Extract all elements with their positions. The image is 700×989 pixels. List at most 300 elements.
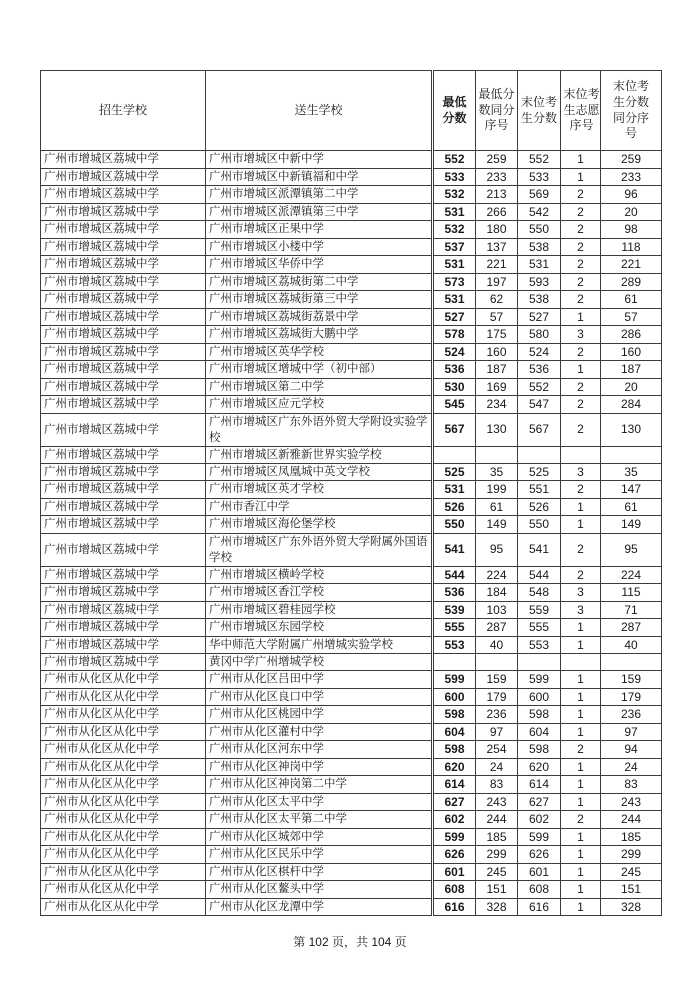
last-candidate-pref-seq-cell: 1	[561, 498, 601, 516]
page-number-footer: 第 102 页，共 104 页	[293, 935, 407, 949]
recruiting-school-cell: 广州市增城区荔城中学	[41, 446, 206, 463]
last-candidate-tie-seq-cell: 61	[601, 498, 662, 516]
table-row	[41, 881, 662, 899]
last-candidate-pref-seq-cell: 3	[561, 601, 601, 619]
last-candidate-tie-seq-cell: 287	[601, 619, 662, 637]
last-candidate-tie-seq-cell: 286	[601, 326, 662, 344]
recruiting-school-cell: 广州市增城区荔城中学	[41, 481, 206, 499]
sending-school-cell: 广州市增城区荔城街第三中学	[206, 291, 433, 309]
sending-school-cell: 广州市增城区广东外语外贸大学附设实验学校	[206, 413, 433, 446]
min-score-tie-seq-cell: 35	[476, 463, 518, 481]
table-row	[41, 654, 662, 671]
recruiting-school-cell: 广州市增城区荔城中学	[41, 463, 206, 481]
last-candidate-score-cell: 604	[518, 723, 561, 741]
min-score-tie-seq-cell: 160	[476, 343, 518, 361]
last-candidate-score-cell: 542	[518, 203, 561, 221]
last-candidate-score-cell	[518, 654, 561, 671]
sending-school-cell: 广州市从化区民乐中学	[206, 846, 433, 864]
recruiting-school-cell: 广州市增城区荔城中学	[41, 619, 206, 637]
min-score-cell	[433, 446, 476, 463]
min-score-tie-seq-cell	[476, 654, 518, 671]
last-candidate-score-cell: 614	[518, 776, 561, 794]
min-score-cell: 544	[433, 566, 476, 584]
last-candidate-score-cell: 567	[518, 413, 561, 446]
last-candidate-score-cell: 541	[518, 533, 561, 566]
last-candidate-tie-seq-cell: 259	[601, 151, 662, 169]
sending-school-cell: 广州市增城区海伦堡学校	[206, 516, 433, 534]
min-score-cell	[433, 654, 476, 671]
min-score-tie-seq-cell: 266	[476, 203, 518, 221]
min-score-cell: 524	[433, 343, 476, 361]
sending-school-cell: 广州市增城区广东外语外贸大学附属外国语学校	[206, 533, 433, 566]
sending-school-cell: 广州市增城区凤凰城中英文学校	[206, 463, 433, 481]
table-row	[41, 898, 662, 916]
min-score-cell: 541	[433, 533, 476, 566]
recruiting-school-cell: 广州市增城区荔城中学	[41, 601, 206, 619]
header-last-candidate-pref-seq-label: 末位考生志愿序号	[563, 87, 600, 133]
sending-school-cell: 广州市从化区太平第二中学	[206, 811, 433, 829]
table-row	[41, 706, 662, 724]
last-candidate-pref-seq-cell: 1	[561, 846, 601, 864]
last-candidate-pref-seq-cell: 1	[561, 776, 601, 794]
min-score-tie-seq-cell: 299	[476, 846, 518, 864]
last-candidate-pref-seq-cell: 1	[561, 671, 601, 689]
table-row	[41, 516, 662, 534]
last-candidate-pref-seq-cell: 1	[561, 863, 601, 881]
table-row	[41, 828, 662, 846]
min-score-cell: 550	[433, 516, 476, 534]
min-score-tie-seq-cell: 245	[476, 863, 518, 881]
last-candidate-pref-seq-cell: 1	[561, 361, 601, 379]
sending-school-cell: 广州市增城区增城中学（初中部）	[206, 361, 433, 379]
recruiting-school-cell: 广州市从化区从化中学	[41, 863, 206, 881]
last-candidate-pref-seq-cell: 2	[561, 343, 601, 361]
table-row	[41, 758, 662, 776]
table-row	[41, 863, 662, 881]
table-row	[41, 413, 662, 446]
last-candidate-pref-seq-cell: 1	[561, 881, 601, 899]
last-candidate-tie-seq-cell: 20	[601, 378, 662, 396]
min-score-cell: 620	[433, 758, 476, 776]
min-score-tie-seq-cell: 159	[476, 671, 518, 689]
table-row	[41, 566, 662, 584]
min-score-tie-seq-cell: 83	[476, 776, 518, 794]
last-candidate-tie-seq-cell: 233	[601, 168, 662, 186]
last-candidate-pref-seq-cell	[561, 654, 601, 671]
sending-school-cell: 广州市增城区第二中学	[206, 378, 433, 396]
last-candidate-pref-seq-cell: 2	[561, 203, 601, 221]
recruiting-school-cell: 广州市从化区从化中学	[41, 688, 206, 706]
table-row	[41, 186, 662, 204]
table-row	[41, 793, 662, 811]
min-score-tie-seq-cell: 224	[476, 566, 518, 584]
min-score-cell: 599	[433, 671, 476, 689]
last-candidate-tie-seq-cell: 83	[601, 776, 662, 794]
table-row	[41, 776, 662, 794]
sending-school-cell: 广州市增城区新雅新世界实验学校	[206, 446, 433, 463]
min-score-cell: 627	[433, 793, 476, 811]
header-min-score	[433, 71, 476, 151]
min-score-tie-seq-cell: 97	[476, 723, 518, 741]
last-candidate-pref-seq-cell: 1	[561, 308, 601, 326]
min-score-cell: 525	[433, 463, 476, 481]
last-candidate-tie-seq-cell: 243	[601, 793, 662, 811]
last-candidate-pref-seq-cell: 2	[561, 291, 601, 309]
last-candidate-pref-seq-cell: 3	[561, 463, 601, 481]
last-candidate-tie-seq-cell: 244	[601, 811, 662, 829]
table-row	[41, 584, 662, 602]
min-score-tie-seq-cell: 234	[476, 396, 518, 414]
min-score-cell: 532	[433, 186, 476, 204]
last-candidate-tie-seq-cell: 57	[601, 308, 662, 326]
header-recruiting-school-label: 招生学校	[98, 102, 147, 117]
min-score-tie-seq-cell: 24	[476, 758, 518, 776]
min-score-cell: 599	[433, 828, 476, 846]
sending-school-cell: 广州市增城区荔城街第二中学	[206, 273, 433, 291]
header-last-candidate-score-label: 末位考生分数	[520, 94, 557, 125]
admission-scores-table	[40, 70, 662, 916]
last-candidate-score-cell: 526	[518, 498, 561, 516]
table-row	[41, 238, 662, 256]
last-candidate-pref-seq-cell: 1	[561, 516, 601, 534]
last-candidate-score-cell: 548	[518, 584, 561, 602]
header-min-score-tie-seq-label: 最低分数同分序号	[478, 87, 515, 133]
recruiting-school-cell: 广州市增城区荔城中学	[41, 238, 206, 256]
last-candidate-score-cell	[518, 446, 561, 463]
recruiting-school-cell: 广州市增城区荔城中学	[41, 308, 206, 326]
last-candidate-score-cell: 580	[518, 326, 561, 344]
last-candidate-score-cell: 552	[518, 378, 561, 396]
min-score-cell: 602	[433, 811, 476, 829]
last-candidate-score-cell: 552	[518, 151, 561, 169]
last-candidate-pref-seq-cell: 1	[561, 619, 601, 637]
sending-school-cell: 广州市增城区正果中学	[206, 221, 433, 239]
table-row	[41, 326, 662, 344]
sending-school-cell: 广州市增城区荔城街大鹏中学	[206, 326, 433, 344]
last-candidate-tie-seq-cell: 20	[601, 203, 662, 221]
min-score-tie-seq-cell: 328	[476, 898, 518, 916]
recruiting-school-cell: 广州市增城区荔城中学	[41, 584, 206, 602]
sending-school-cell: 广州市从化区城郊中学	[206, 828, 433, 846]
recruiting-school-cell: 广州市从化区从化中学	[41, 828, 206, 846]
sending-school-cell: 广州市从化区河东中学	[206, 741, 433, 759]
table-row	[41, 308, 662, 326]
min-score-tie-seq-cell	[476, 446, 518, 463]
min-score-cell: 545	[433, 396, 476, 414]
recruiting-school-cell: 广州市从化区从化中学	[41, 741, 206, 759]
last-candidate-pref-seq-cell: 2	[561, 413, 601, 446]
last-candidate-pref-seq-cell: 1	[561, 793, 601, 811]
last-candidate-score-cell: 620	[518, 758, 561, 776]
min-score-cell: 600	[433, 688, 476, 706]
min-score-tie-seq-cell: 184	[476, 584, 518, 602]
min-score-cell: 530	[433, 378, 476, 396]
last-candidate-score-cell: 559	[518, 601, 561, 619]
min-score-tie-seq-cell: 259	[476, 151, 518, 169]
last-candidate-tie-seq-cell: 179	[601, 688, 662, 706]
last-candidate-pref-seq-cell: 1	[561, 898, 601, 916]
last-candidate-tie-seq-cell: 24	[601, 758, 662, 776]
sending-school-cell: 广州市从化区棋杆中学	[206, 863, 433, 881]
last-candidate-score-cell: 525	[518, 463, 561, 481]
table-row	[41, 481, 662, 499]
min-score-tie-seq-cell: 149	[476, 516, 518, 534]
sending-school-cell: 广州市从化区吕田中学	[206, 671, 433, 689]
last-candidate-score-cell: 599	[518, 671, 561, 689]
last-candidate-tie-seq-cell: 149	[601, 516, 662, 534]
table-row	[41, 688, 662, 706]
min-score-tie-seq-cell: 213	[476, 186, 518, 204]
table-header-row	[41, 71, 662, 151]
recruiting-school-cell: 广州市从化区从化中学	[41, 898, 206, 916]
last-candidate-tie-seq-cell	[601, 654, 662, 671]
min-score-cell: 608	[433, 881, 476, 899]
header-last-candidate-tie-seq	[601, 71, 662, 151]
min-score-tie-seq-cell: 197	[476, 273, 518, 291]
recruiting-school-cell: 广州市从化区从化中学	[41, 811, 206, 829]
min-score-cell: 532	[433, 221, 476, 239]
last-candidate-score-cell: 550	[518, 516, 561, 534]
last-candidate-pref-seq-cell: 2	[561, 481, 601, 499]
min-score-tie-seq-cell: 187	[476, 361, 518, 379]
recruiting-school-cell: 广州市增城区荔城中学	[41, 516, 206, 534]
last-candidate-score-cell: 531	[518, 256, 561, 274]
min-score-tie-seq-cell: 199	[476, 481, 518, 499]
sending-school-cell: 广州市从化区龙潭中学	[206, 898, 433, 916]
recruiting-school-cell: 广州市增城区荔城中学	[41, 396, 206, 414]
recruiting-school-cell: 广州市增城区荔城中学	[41, 256, 206, 274]
recruiting-school-cell: 广州市从化区从化中学	[41, 776, 206, 794]
sending-school-cell: 广州市从化区神岗中学	[206, 758, 433, 776]
last-candidate-pref-seq-cell	[561, 446, 601, 463]
last-candidate-tie-seq-cell: 147	[601, 481, 662, 499]
last-candidate-score-cell: 550	[518, 221, 561, 239]
header-last-candidate-pref-seq	[561, 71, 601, 151]
recruiting-school-cell: 广州市从化区从化中学	[41, 758, 206, 776]
last-candidate-tie-seq-cell: 160	[601, 343, 662, 361]
last-candidate-tie-seq-cell: 299	[601, 846, 662, 864]
last-candidate-tie-seq-cell: 115	[601, 584, 662, 602]
min-score-cell: 531	[433, 291, 476, 309]
last-candidate-score-cell: 544	[518, 566, 561, 584]
table-row	[41, 498, 662, 516]
table-row	[41, 446, 662, 463]
sending-school-cell: 广州市增城区碧桂园学校	[206, 601, 433, 619]
table-row	[41, 361, 662, 379]
min-score-tie-seq-cell: 185	[476, 828, 518, 846]
last-candidate-score-cell: 524	[518, 343, 561, 361]
last-candidate-tie-seq-cell: 35	[601, 463, 662, 481]
recruiting-school-cell: 广州市增城区荔城中学	[41, 498, 206, 516]
table-body	[41, 151, 662, 916]
sending-school-cell: 广州市从化区太平中学	[206, 793, 433, 811]
min-score-tie-seq-cell: 175	[476, 326, 518, 344]
recruiting-school-cell: 广州市增城区荔城中学	[41, 186, 206, 204]
min-score-tie-seq-cell: 236	[476, 706, 518, 724]
last-candidate-pref-seq-cell: 2	[561, 221, 601, 239]
last-candidate-tie-seq-cell: 61	[601, 291, 662, 309]
last-candidate-tie-seq-cell: 284	[601, 396, 662, 414]
last-candidate-tie-seq-cell: 187	[601, 361, 662, 379]
last-candidate-pref-seq-cell: 2	[561, 811, 601, 829]
last-candidate-score-cell: 601	[518, 863, 561, 881]
min-score-tie-seq-cell: 180	[476, 221, 518, 239]
min-score-tie-seq-cell: 40	[476, 636, 518, 654]
min-score-cell: 567	[433, 413, 476, 446]
recruiting-school-cell: 广州市增城区荔城中学	[41, 168, 206, 186]
min-score-cell: 601	[433, 863, 476, 881]
last-candidate-tie-seq-cell: 98	[601, 221, 662, 239]
recruiting-school-cell: 广州市增城区荔城中学	[41, 326, 206, 344]
table-row	[41, 343, 662, 361]
last-candidate-score-cell: 553	[518, 636, 561, 654]
min-score-cell: 555	[433, 619, 476, 637]
last-candidate-score-cell: 598	[518, 706, 561, 724]
min-score-cell: 626	[433, 846, 476, 864]
min-score-cell: 578	[433, 326, 476, 344]
last-candidate-score-cell: 569	[518, 186, 561, 204]
last-candidate-tie-seq-cell: 221	[601, 256, 662, 274]
sending-school-cell: 广州市增城区英华学校	[206, 343, 433, 361]
recruiting-school-cell: 广州市增城区荔城中学	[41, 203, 206, 221]
min-score-cell: 533	[433, 168, 476, 186]
min-score-tie-seq-cell: 130	[476, 413, 518, 446]
last-candidate-pref-seq-cell: 1	[561, 168, 601, 186]
min-score-cell: 537	[433, 238, 476, 256]
header-recruiting-school	[41, 71, 206, 151]
last-candidate-pref-seq-cell: 2	[561, 566, 601, 584]
last-candidate-pref-seq-cell: 1	[561, 151, 601, 169]
recruiting-school-cell: 广州市增城区荔城中学	[41, 566, 206, 584]
sending-school-cell: 华中师范大学附属广州增城实验学校	[206, 636, 433, 654]
recruiting-school-cell: 广州市增城区荔城中学	[41, 151, 206, 169]
recruiting-school-cell: 广州市增城区荔城中学	[41, 343, 206, 361]
table-row	[41, 256, 662, 274]
header-sending-school	[206, 71, 433, 151]
last-candidate-tie-seq-cell	[601, 446, 662, 463]
table-row	[41, 811, 662, 829]
sending-school-cell: 广州市增城区小楼中学	[206, 238, 433, 256]
last-candidate-score-cell: 627	[518, 793, 561, 811]
min-score-tie-seq-cell: 287	[476, 619, 518, 637]
recruiting-school-cell: 广州市增城区荔城中学	[41, 361, 206, 379]
table-row	[41, 671, 662, 689]
recruiting-school-cell: 广州市增城区荔城中学	[41, 378, 206, 396]
sending-school-cell: 广州市香江中学	[206, 498, 433, 516]
last-candidate-tie-seq-cell: 95	[601, 533, 662, 566]
last-candidate-score-cell: 616	[518, 898, 561, 916]
recruiting-school-cell: 广州市增城区荔城中学	[41, 533, 206, 566]
min-score-cell: 614	[433, 776, 476, 794]
table-row	[41, 221, 662, 239]
table-row	[41, 619, 662, 637]
last-candidate-score-cell: 555	[518, 619, 561, 637]
sending-school-cell: 广州市增城区派潭镇第三中学	[206, 203, 433, 221]
sending-school-cell: 广州市增城区应元学校	[206, 396, 433, 414]
last-candidate-tie-seq-cell: 96	[601, 186, 662, 204]
recruiting-school-cell: 广州市从化区从化中学	[41, 706, 206, 724]
recruiting-school-cell: 广州市从化区从化中学	[41, 881, 206, 899]
last-candidate-pref-seq-cell: 2	[561, 396, 601, 414]
recruiting-school-cell: 广州市从化区从化中学	[41, 671, 206, 689]
min-score-tie-seq-cell: 169	[476, 378, 518, 396]
table-row	[41, 396, 662, 414]
sending-school-cell: 广州市增城区华侨中学	[206, 256, 433, 274]
min-score-tie-seq-cell: 103	[476, 601, 518, 619]
min-score-tie-seq-cell: 254	[476, 741, 518, 759]
last-candidate-score-cell: 602	[518, 811, 561, 829]
min-score-tie-seq-cell: 57	[476, 308, 518, 326]
sending-school-cell: 广州市增城区英才学校	[206, 481, 433, 499]
sending-school-cell: 广州市增城区中新镇福和中学	[206, 168, 433, 186]
last-candidate-score-cell: 626	[518, 846, 561, 864]
last-candidate-tie-seq-cell: 328	[601, 898, 662, 916]
last-candidate-pref-seq-cell: 2	[561, 273, 601, 291]
last-candidate-pref-seq-cell: 2	[561, 256, 601, 274]
recruiting-school-cell: 广州市增城区荔城中学	[41, 413, 206, 446]
sending-school-cell: 广州市从化区灌村中学	[206, 723, 433, 741]
min-score-cell: 604	[433, 723, 476, 741]
last-candidate-pref-seq-cell: 2	[561, 238, 601, 256]
min-score-cell: 539	[433, 601, 476, 619]
min-score-tie-seq-cell: 244	[476, 811, 518, 829]
last-candidate-tie-seq-cell: 97	[601, 723, 662, 741]
last-candidate-score-cell: 599	[518, 828, 561, 846]
header-last-candidate-tie-seq-label: 末位考生分数同分序号	[612, 79, 649, 141]
min-score-tie-seq-cell: 233	[476, 168, 518, 186]
recruiting-school-cell: 广州市增城区荔城中学	[41, 636, 206, 654]
sending-school-cell: 广州市增城区横岭学校	[206, 566, 433, 584]
recruiting-school-cell: 广州市从化区从化中学	[41, 793, 206, 811]
min-score-tie-seq-cell: 221	[476, 256, 518, 274]
last-candidate-pref-seq-cell: 2	[561, 378, 601, 396]
header-min-score-label: 最低分数	[442, 94, 467, 125]
last-candidate-tie-seq-cell: 71	[601, 601, 662, 619]
sending-school-cell: 广州市从化区桃园中学	[206, 706, 433, 724]
last-candidate-score-cell: 600	[518, 688, 561, 706]
last-candidate-tie-seq-cell: 118	[601, 238, 662, 256]
last-candidate-tie-seq-cell: 224	[601, 566, 662, 584]
header-last-candidate-score	[518, 71, 561, 151]
min-score-cell: 527	[433, 308, 476, 326]
last-candidate-pref-seq-cell: 3	[561, 584, 601, 602]
table-row	[41, 273, 662, 291]
min-score-cell: 531	[433, 481, 476, 499]
table-row	[41, 151, 662, 169]
last-candidate-score-cell: 527	[518, 308, 561, 326]
header-sending-school-label: 送生学校	[294, 102, 343, 117]
sending-school-cell: 广州市增城区香江学校	[206, 584, 433, 602]
sending-school-cell: 广州市增城区荔城街荔景中学	[206, 308, 433, 326]
table-row	[41, 168, 662, 186]
min-score-tie-seq-cell: 61	[476, 498, 518, 516]
last-candidate-score-cell: 608	[518, 881, 561, 899]
sending-school-cell: 广州市从化区鳌头中学	[206, 881, 433, 899]
last-candidate-tie-seq-cell: 236	[601, 706, 662, 724]
sending-school-cell: 广州市增城区中新中学	[206, 151, 433, 169]
min-score-tie-seq-cell: 137	[476, 238, 518, 256]
recruiting-school-cell: 广州市增城区荔城中学	[41, 221, 206, 239]
last-candidate-score-cell: 538	[518, 291, 561, 309]
last-candidate-score-cell: 593	[518, 273, 561, 291]
last-candidate-score-cell: 536	[518, 361, 561, 379]
min-score-tie-seq-cell: 179	[476, 688, 518, 706]
min-score-cell: 553	[433, 636, 476, 654]
table-row	[41, 463, 662, 481]
recruiting-school-cell: 广州市增城区荔城中学	[41, 654, 206, 671]
min-score-cell: 536	[433, 584, 476, 602]
last-candidate-score-cell: 598	[518, 741, 561, 759]
